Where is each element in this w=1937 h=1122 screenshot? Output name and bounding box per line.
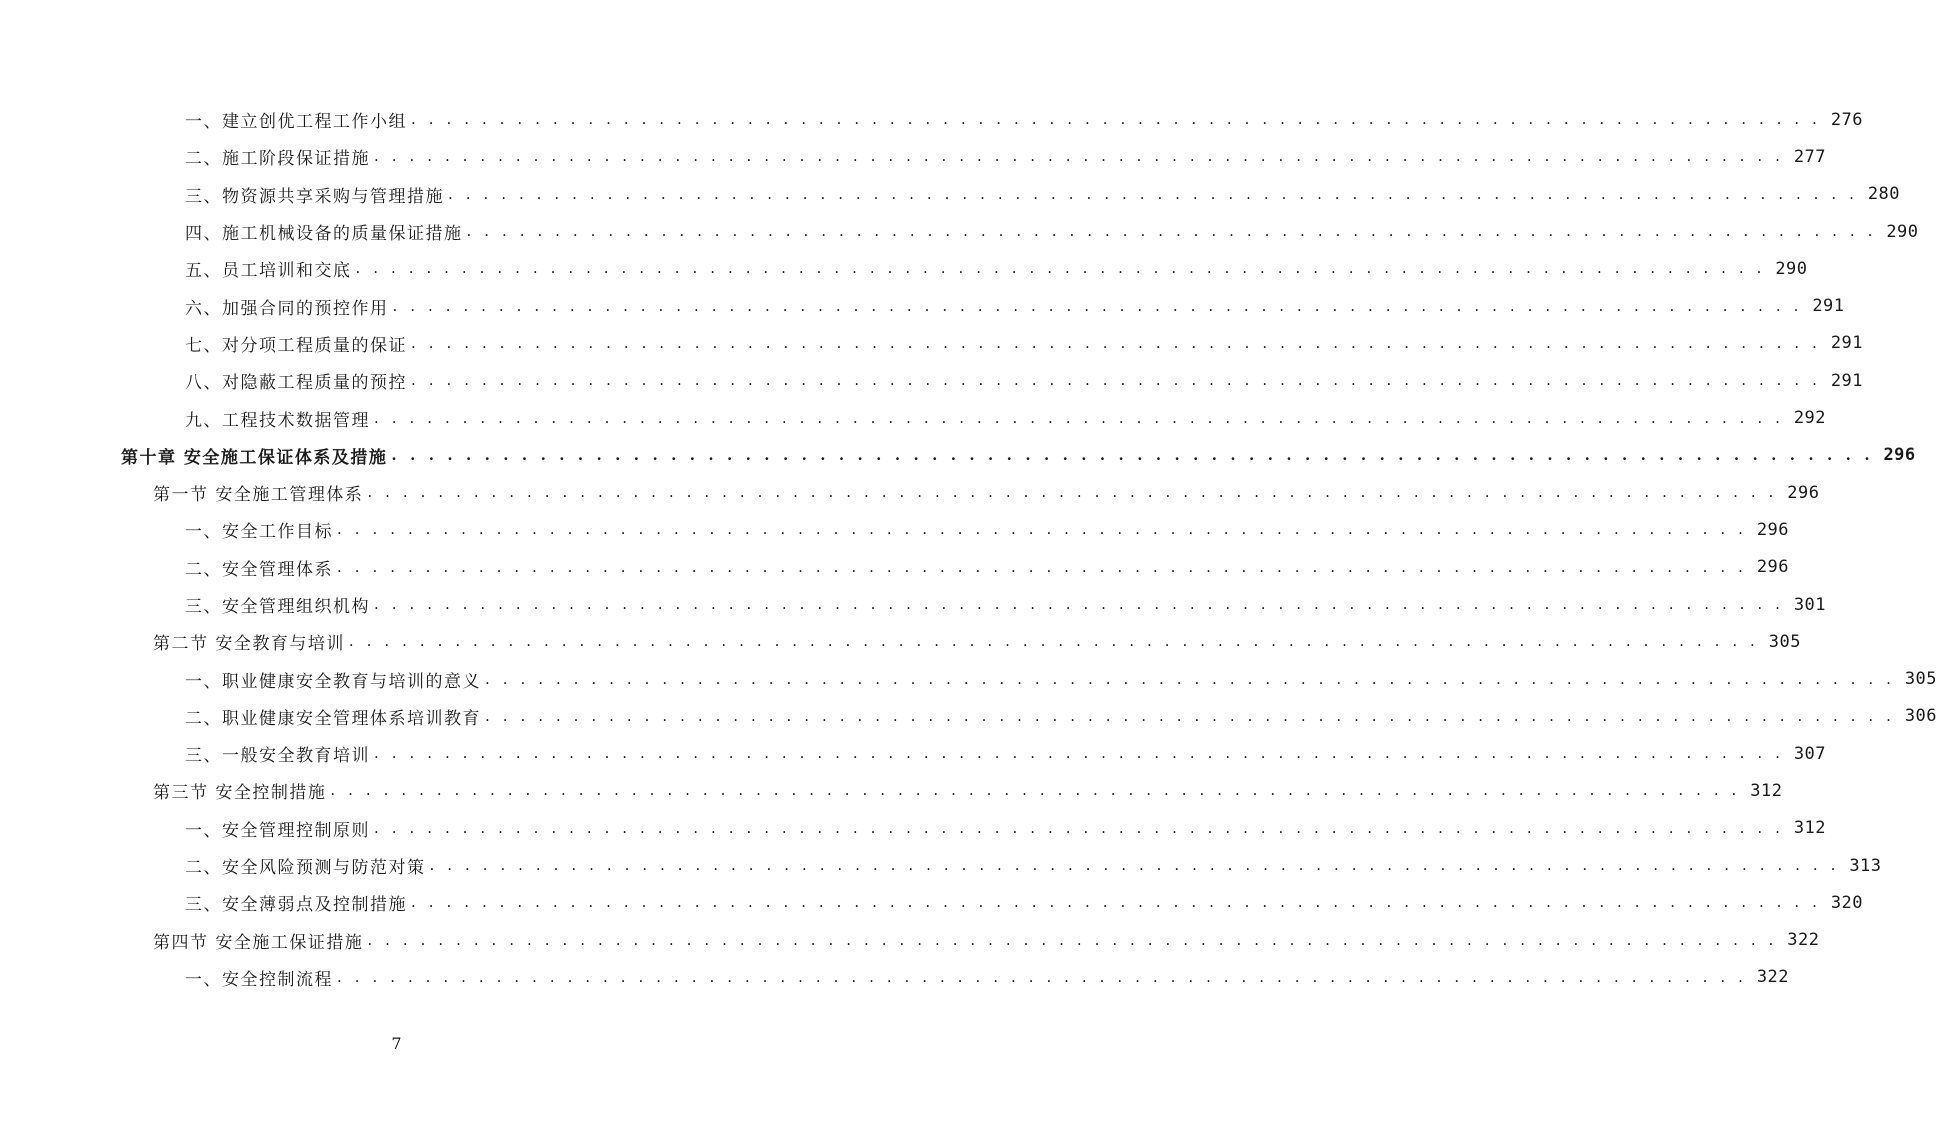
toc-entry-title: 九、工程技术数据管理 [185,410,370,431]
toc-entry-item[interactable] [0,325,1864,362]
toc-entry-page: 296 [1756,519,1790,540]
toc-entry-title: 二、安全风险预测与防范对策 [185,858,426,879]
toc-entry-title: 第三节 安全控制措施 [153,783,327,804]
toc-entry-title: 第二节 安全教育与培训 [153,634,345,655]
toc-entry-title: 八、对隐蔽工程质量的预控 [185,373,407,394]
toc-entry-item[interactable] [0,176,1901,213]
toc-dot-leader: . . . . . . . . . . . . . . . . . . . . . . . . . . . . . . . . . . . . . . . . . . . . . . . . . . . . . . . . . . . . . . . . . . . . . . . . . . . . . . . . [374,408,1785,427]
toc-dot-leader: . . . . . . . . . . . . . . . . . . . . . . . . . . . . . . . . . . . . . . . . . . . . . . . . . . . . . . . . . . . . . . . . . . . . . . . . . . . . . . . . [411,333,1822,352]
toc-dot-leader: . . . . . . . . . . . . . . . . . . . . . . . . . . . . . . . . . . . . . . . . . . . . . . . . . . . . . . . . . . . . . . . . . . . . . . . . . . . . . . . . [411,110,1822,129]
toc-entry-item[interactable] [0,399,1827,436]
toc-dot-leader: . . . . . . . . . . . . . . . . . . . . . . . . . . . . . . . . . . . . . . . . . . . . . . . . . . . . . . . . . . . . . . . . . . . . . . . . . . . . . . . . [374,744,1785,763]
toc-dot-leader: . . . . . . . . . . . . . . . . . . . . . . . . . . . . . . . . . . . . . . . . . . . . . . . . . . . . . . . . . . . . . . . . . . . . . . . . . . . . . . . . [337,557,1748,576]
toc-entry-page: 277 [1793,146,1827,167]
toc-entry-item[interactable] [0,660,1937,697]
toc-entry-item[interactable] [0,884,1864,921]
toc-entry-title: 第十章 安全施工保证体系及措施 [121,447,388,468]
toc-entry-title: 一、职业健康安全教育与培训的意义 [185,671,481,692]
toc-entry-page: 301 [1793,594,1827,615]
toc-entry-page: 322 [1756,967,1790,988]
toc-entry-section[interactable] [0,772,1783,809]
toc-entry-page: 313 [1849,855,1882,876]
toc-entry-item[interactable] [0,959,1790,996]
toc-entry-page: 307 [1793,743,1827,764]
toc-entry-page: 305 [1904,669,1937,690]
toc-dot-leader: . . . . . . . . . . . . . . . . . . . . . . . . . . . . . . . . . . . . . . . . . . . . . . . . . . . . . . . . . . . . . . . . . . . . . . . . . . . . . . . . [485,706,1896,725]
toc-dot-leader: . . . . . . . . . . . . . . . . . . . . . . . . . . . . . . . . . . . . . . . . . . . . . . . . . . . . . . . . . . . . . . . . . . . . . . . . . . . . . . . . [448,184,1859,203]
toc-dot-leader: . . . . . . . . . . . . . . . . . . . . . . . . . . . . . . . . . . . . . . . . . . . . . . . . . . . . . . . . . . . . . . . . . . . . . . . . . . . . . . . . [411,371,1822,390]
toc-entry-page: 296 [1883,445,1916,466]
toc-dot-leader: . . . . . . . . . . . . . . . . . . . . . . . . . . . . . . . . . . . . . . . . . . . . . . . . . . . . . . . . . . . . . . . . . . . . . . . . . . . . . . . . [411,893,1822,912]
toc-entry-page: 296 [1787,482,1820,503]
toc-entry-chapter[interactable] [0,437,1916,474]
toc-entry-page: 312 [1750,780,1783,801]
table-of-contents [0,101,1937,996]
toc-entry-item[interactable] [0,250,1808,287]
toc-entry-page: 291 [1830,333,1864,354]
toc-entry-item[interactable] [0,586,1827,623]
toc-dot-leader: . . . . . . . . . . . . . . . . . . . . . . . . . . . . . . . . . . . . . . . . . . . . . . . . . . . . . . . . . . . . . . . . . . . . . . . . . . . . . . . . [374,818,1785,837]
toc-entry-item[interactable] [0,362,1864,399]
toc-entry-title: 四、施工机械设备的质量保证措施 [185,224,463,245]
toc-entry-title: 一、建立创优工程工作小组 [185,112,407,133]
toc-dot-leader: . . . . . . . . . . . . . . . . . . . . . . . . . . . . . . . . . . . . . . . . . . . . . . . . . . . . . . . . . . . . . . . . . . . . . . . . . . . . . . . . [374,147,1785,166]
toc-entry-page: 290 [1886,221,1919,242]
toc-entry-title: 一、安全工作目标 [185,522,333,543]
toc-entry-page: 280 [1867,184,1901,205]
toc-entry-item[interactable] [0,698,1937,735]
toc-dot-leader: . . . . . . . . . . . . . . . . . . . . . . . . . . . . . . . . . . . . . . . . . . . . . . . . . . . . . . . . . . . . . . . . . . . . . . . . . . . . . . . . [466,222,1877,241]
toc-entry-item[interactable] [0,735,1827,772]
toc-entry-title: 六、加强合同的预控作用 [185,298,389,319]
toc-entry-page: 291 [1812,296,1845,317]
toc-entry-title: 五、员工培训和交底 [185,261,352,282]
toc-entry-page: 306 [1904,706,1937,727]
toc-entry-section[interactable] [0,623,1801,660]
toc-dot-leader: . . . . . . . . . . . . . . . . . . . . . . . . . . . . . . . . . . . . . . . . . . . . . . . . . . . . . . . . . . . . . . . . . . . . . . . . . . . . . . . . [391,445,1874,464]
toc-dot-leader: . . . . . . . . . . . . . . . . . . . . . . . . . . . . . . . . . . . . . . . . . . . . . . . . . . . . . . . . . . . . . . . . . . . . . . . . . . . . . . . . [374,595,1785,613]
toc-entry-title: 二、安全管理体系 [185,559,333,580]
toc-entry-item[interactable] [0,138,1827,175]
toc-entry-item[interactable] [0,511,1790,548]
toc-entry-page: 320 [1830,892,1864,913]
toc-entry-section[interactable] [0,922,1820,959]
toc-entry-item[interactable] [0,287,1845,324]
toc-dot-leader: . . . . . . . . . . . . . . . . . . . . . . . . . . . . . . . . . . . . . . . . . . . . . . . . . . . . . . . . . . . . . . . . . . . . . . . . . . . . . . . . [392,296,1803,315]
toc-entry-title: 一、安全管理控制原则 [185,820,370,841]
toc-dot-leader: . . . . . . . . . . . . . . . . . . . . . . . . . . . . . . . . . . . . . . . . . . . . . . . . . . . . . . . . . . . . . . . . . . . . . . . . . . . . . . . . [348,632,1759,651]
page-number: 7 [391,1034,402,1053]
toc-entry-page: 290 [1775,258,1808,279]
toc-entry-page: 296 [1756,557,1790,578]
toc-dot-leader: . . . . . . . . . . . . . . . . . . . . . . . . . . . . . . . . . . . . . . . . . . . . . . . . . . . . . . . . . . . . . . . . . . . . . . . . . . . . . . . . [429,856,1840,875]
toc-entry-title: 三、安全薄弱点及控制措施 [185,895,407,916]
toc-entry-page: 305 [1768,631,1801,652]
toc-dot-leader: . . . . . . . . . . . . . . . . . . . . . . . . . . . . . . . . . . . . . . . . . . . . . . . . . . . . . . . . . . . . . . . . . . . . . . . . . . . . . . . . [367,930,1778,949]
toc-dot-leader: . . . . . . . . . . . . . . . . . . . . . . . . . . . . . . . . . . . . . . . . . . . . . . . . . . . . . . . . . . . . . . . . . . . . . . . . . . . . . . . . [337,967,1748,986]
toc-entry-title: 二、职业健康安全管理体系培训教育 [185,708,481,729]
toc-dot-leader: . . . . . . . . . . . . . . . . . . . . . . . . . . . . . . . . . . . . . . . . . . . . . . . . . . . . . . . . . . . . . . . . . . . . . . . . . . . . . . . . [355,259,1766,278]
toc-entry-page: 312 [1793,818,1827,839]
toc-entry-page: 292 [1793,408,1827,429]
toc-entry-title: 第一节 安全施工管理体系 [153,485,364,506]
toc-entry-page: 322 [1787,930,1820,951]
toc-dot-leader: . . . . . . . . . . . . . . . . . . . . . . . . . . . . . . . . . . . . . . . . . . . . . . . . . . . . . . . . . . . . . . . . . . . . . . . . . . . . . . . . [330,781,1741,800]
toc-entry-item[interactable] [0,213,1919,250]
toc-entry-item[interactable] [0,810,1827,847]
toc-entry-item[interactable] [0,549,1790,586]
toc-dot-leader: . . . . . . . . . . . . . . . . . . . . . . . . . . . . . . . . . . . . . . . . . . . . . . . . . . . . . . . . . . . . . . . . . . . . . . . . . . . . . . . . [485,669,1896,688]
toc-entry-page: 276 [1830,109,1864,130]
toc-dot-leader: . . . . . . . . . . . . . . . . . . . . . . . . . . . . . . . . . . . . . . . . . . . . . . . . . . . . . . . . . . . . . . . . . . . . . . . . . . . . . . . . [367,483,1778,502]
toc-entry-section[interactable] [0,474,1820,511]
toc-entry-title: 二、施工阶段保证措施 [185,149,370,170]
toc-entry-item[interactable] [0,847,1882,884]
toc-entry-title: 一、安全控制流程 [185,969,333,990]
toc-entry-title: 第四节 安全施工保证措施 [153,932,364,953]
toc-entry-title: 三、安全管理组织机构 [185,597,370,617]
toc-dot-leader: . . . . . . . . . . . . . . . . . . . . . . . . . . . . . . . . . . . . . . . . . . . . . . . . . . . . . . . . . . . . . . . . . . . . . . . . . . . . . . . . [337,520,1748,539]
toc-entry-title: 七、对分项工程质量的保证 [185,335,407,356]
toc-entry-page: 291 [1830,370,1864,391]
toc-entry-item[interactable] [0,101,1864,138]
toc-entry-title: 三、一般安全教育培训 [185,746,370,767]
toc-entry-title: 三、物资源共享采购与管理措施 [185,186,444,207]
